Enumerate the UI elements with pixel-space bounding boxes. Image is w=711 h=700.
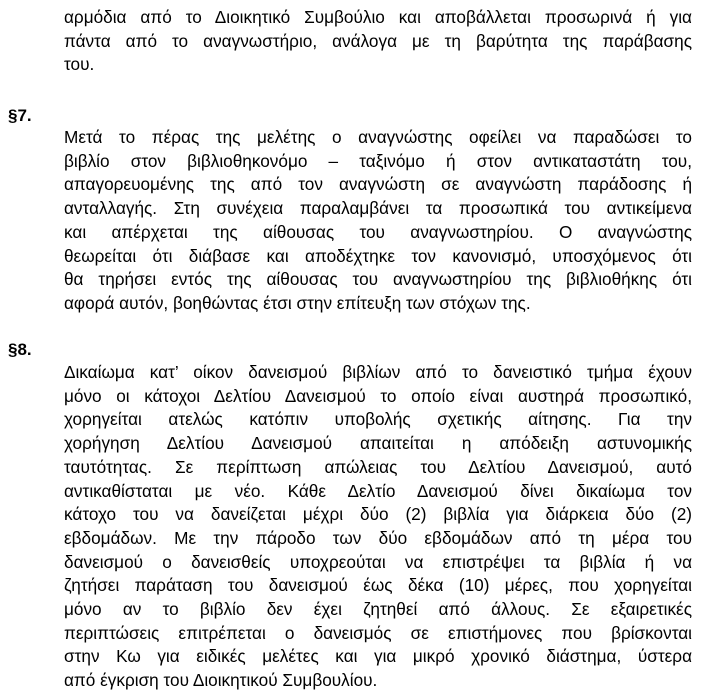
text-line: δανεισμού ο δανεισθείς υποχρεούται να επιστρέψει τα βιβλία ή να <box>64 551 692 572</box>
section-8-heading: §8. <box>8 340 32 359</box>
text-line: απαγορευομένης της από τον αναγνώστη σε αναγνώστη παράδοσης ή <box>64 174 692 195</box>
section-7-paragraph <box>64 126 692 316</box>
text-line: εβδομάδων. Με την πάροδο των δύο εβδομάδων από τη μέρα του <box>64 527 692 548</box>
text-line: ταυτότητας. Σε περίπτωση απώλειας του Δελτίου Δανεισμού, αυτό <box>64 456 692 477</box>
text-line: αρμόδια από το Διοικητικό Συμβούλιο και αποβάλλεται προσωρινά ή για <box>64 7 692 27</box>
text-line: και απέρχεται της αίθουσας του αναγνωστηρίου. Ο αναγνώστης <box>64 221 692 242</box>
text-line: μόνο οι κάτοχοι Δελτίου Δανεισμού το οποίο είναι αυστηρά προσωπικό, <box>64 385 692 406</box>
text-line: αντικαθίσταται με νέο. Κάθε Δελτίο Δανεισμού δίνει δικαίωμα τον <box>64 480 692 501</box>
text-line: βιβλίο στον βιβλιοθηκονόμο – ταξινόμο ή στον αντικαταστάτη του, <box>64 150 692 171</box>
text-line: κάτοχο του να δανείζεται μέχρι δύο (2) βιβλία για διάρκεια δύο (2) <box>64 504 692 525</box>
section-7-heading: §7. <box>8 106 32 125</box>
text-line: στην Κω για ειδικές μελέτες και για μικρό χρονικό διάστημα, ύστερα <box>64 646 692 667</box>
text-line: Δικαίωμα κατ’ οίκον δανεισμού βιβλίων από το δανειστικό τμήμα έχουν <box>64 362 692 382</box>
text-line: Μετά το πέρας της μελέτης ο αναγνώστης οφείλει να παραδώσει το <box>64 127 692 147</box>
text-line: περιπτώσεις επιτρέπεται ο δανεισμός σε επιστήμονες που βρίσκονται <box>64 622 692 643</box>
text-line: αφορά αυτόν, βοηθώντας έτσι στην επίτευξη των στόχων της. <box>64 292 531 313</box>
text-line: μόνο αν το βιβλίο δεν έχει ζητηθεί από άλλους. Σε εξαιρετικές <box>64 599 692 620</box>
text-line: χορήγηση Δελτίου Δανεισμού απαιτείται η απόδειξη αστυνομικής <box>64 433 692 454</box>
text-line: του. <box>64 54 95 75</box>
text-line: ανταλλαγής. Στη συνέχεια παραλαμβάνει τα προσωπικά του αντικείμενα <box>64 198 692 219</box>
text-line: θα τηρήσει εντός της αίθουσας του αναγνωστηρίου της βιβλιοθήκης ότι <box>64 269 692 290</box>
text-line: ζητήσει παράταση του δανεισμού έως δέκα (10) μέρες, που χορηγείται <box>64 575 692 596</box>
section-8-paragraph <box>64 361 692 693</box>
text-line: χορηγείται ατελώς κατόπιν υποβολής σχετικής αίτησης. Για την <box>64 409 692 430</box>
text-line: πάντα από το αναγνωστήριο, ανάλογα με τη βαρύτητα της παράβασης <box>64 30 692 51</box>
text-line: από έγκριση του Διοικητικού Συμβουλίου. <box>64 670 378 691</box>
text-line: θεωρείται ότι διάβασε και αποδέχτηκε τον κανονισμό, υποσχόμενος ότι <box>64 245 692 266</box>
intro-paragraph <box>64 6 692 77</box>
